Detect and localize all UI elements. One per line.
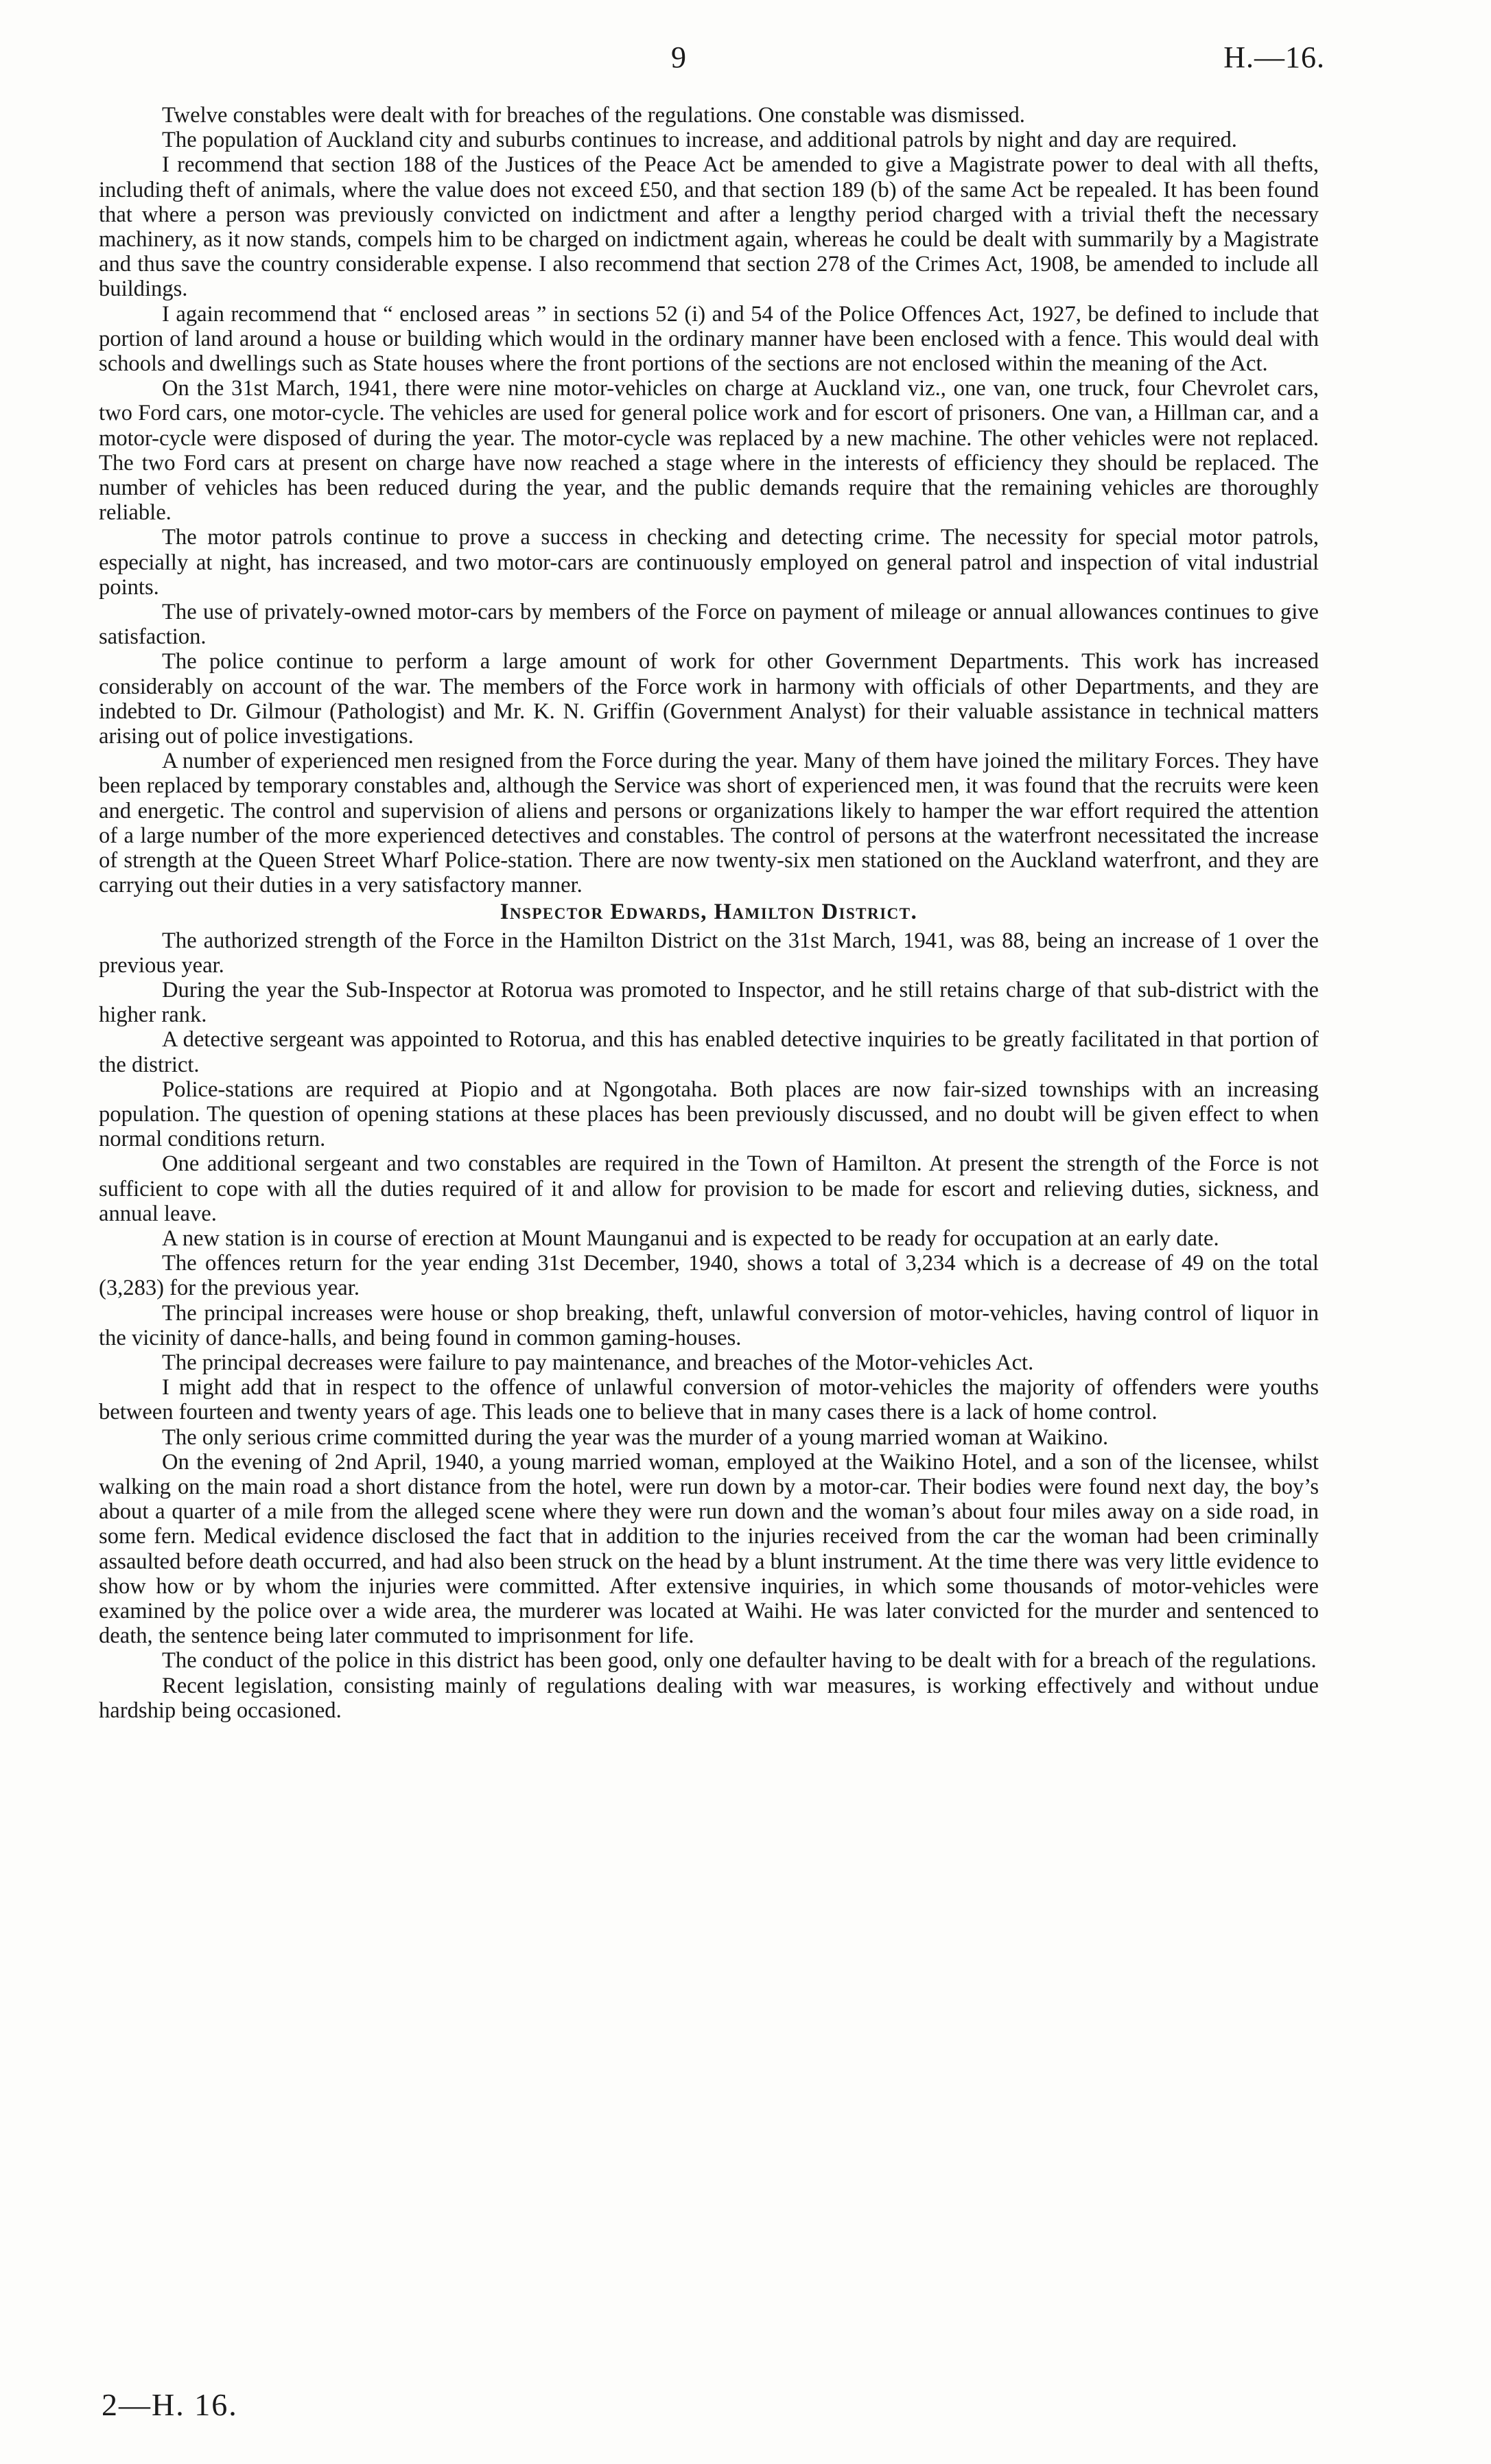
paragraph: On the 31st March, 1941, there were nine motor-vehicles on charge at Auckland viz., one van, one truck, four Chevrolet cars, two Ford cars, one motor-cycle. The vehicles are used for general police work and for escort of prisoners. One van, a Hillman car, and a motor-cycle were disposed of during the year. The motor-cycle was replaced by a new machine. The other vehicles were not replaced. The two Ford cars at present on charge have now reached a stage where in the interests of efficiency they should be replaced. The number of vehicles has been reduced during the year, and the public demands require that the remaining vehicles are thoroughly reliable. — [99, 376, 1319, 526]
paragraph: A detective sergeant was appointed to Rotorua, and this has enabled detective inquiries to be greatly facilitated in that portion of the district. — [99, 1027, 1319, 1077]
paragraph: A number of experienced men resigned from the Force during the year. Many of them have joined the military Forces. They have been replaced by temporary constables and, although the Service was short of experienced men, it was found that the recruits were keen and energetic. The control and supervision of aliens and persons or organizations likely to hamper the war effort required the attention of a large number of the more experienced detectives and constables. The control of persons at the waterfront necessitated the increase of strength at the Queen Street Wharf Police-station. There are now twenty-six men stationed on the Auckland waterfront, and they are carrying out their duties in a very satisfactory manner. — [99, 749, 1319, 898]
document-body — [99, 103, 1319, 1723]
paragraph: The authorized strength of the Force in the Hamilton District on the 31st March, 1941, was 88, being an increase of 1 over the previous year. — [99, 928, 1319, 978]
paragraph: The offences return for the year ending 31st December, 1940, shows a total of 3,234 which is a decrease of 49 on the total (3,283) for the previous year. — [99, 1251, 1319, 1301]
footer-signature: 2—H. 16. — [102, 2387, 238, 2422]
paragraph: The conduct of the police in this district has been good, only one defaulter having to be dealt with for a breach of the regulations. — [162, 1648, 1317, 1674]
page-header — [0, 40, 1491, 88]
paragraph: I recommend that section 188 of the Justices of the Peace Act be amended to give a Magistrate power to deal with all thefts, including theft of animals, where the value does not exceed £50, and that section 189 (b) of the same Act be repealed. It has been found that where a person was previously convicted on indictment and after a lengthy period charged with a trivial theft the necessary machinery, as it now stands, compels him to be charged on indictment again, whereas he could be dealt with summarily by a Magistrate and thus save the country considerable expense. I also recommend that section 278 of the Crimes Act, 1908, be amended to include all buildings. — [99, 152, 1319, 302]
paragraph: Police-stations are required at Piopio and at Ngongotaha. Both places are now fair-sized townships with an increasing population. The question of opening stations at these places has been previously discussed, and no doubt will be given effect to when normal conditions return. — [99, 1077, 1319, 1152]
paragraph: The population of Auckland city and suburbs continues to increase, and additional patrols by night and day are required. — [162, 128, 1237, 153]
paragraph: The motor patrols continue to prove a success in checking and detecting crime. The necessity for special motor patrols, especially at night, has increased, and two motor-cars are continuously employed on general patrol and inspection of vital industrial points. — [99, 525, 1319, 600]
report-code: H.—16. — [1223, 40, 1325, 74]
paragraph: During the year the Sub-Inspector at Rotorua was promoted to Inspector, and he still retains charge of that sub-district with the higher rank. — [99, 977, 1319, 1028]
paragraph: I might add that in respect to the offence of unlawful conversion of motor-vehicles the majority of offenders were youths between fourteen and twenty years of age. This leads one to believe that in many cases there is a lack of home control. — [99, 1375, 1319, 1425]
paragraph: I again recommend that “ enclosed areas ” in sections 52 (i) and 54 of the Police Offences Act, 1927, be defined to include that portion of land around a house or building which would in the ordinary manner have been enclosed with a fence. This would deal with schools and dwellings such as State houses where the front portions of the sections are not enclosed within the meaning of the Act. — [99, 301, 1319, 377]
paragraph: The principal increases were house or shop breaking, theft, unlawful conversion of motor-vehicles, having control of liquor in the vicinity of dance-halls, and being found in common gaming-houses. — [99, 1300, 1319, 1350]
paragraph: The only serious crime committed during the year was the murder of a young married woman at Waikino. — [162, 1424, 1109, 1450]
page-number: 9 — [671, 40, 686, 74]
paragraph: On the evening of 2nd April, 1940, a young married woman, employed at the Waikino Hotel, and a son of the licensee, whilst walking on the main road a short distance from the hotel, were run down by a motor-car. Their bodies were found next day, the boy’s about a quarter of a mile from the alleged scene where they were run down and the woman’s about four miles away on a side road, in some fern. Medical evidence disclosed the fact that in addition to the injuries received from the car the woman had been criminally assaulted before death occurred, and had also been struck on the head by a blunt instrument. At the time there was very little evidence to show how or by whom the injuries were committed. After extensive inquiries, in which some thousands of motor-vehicles were examined by the police over a wide area, the murderer was located at Waihi. He was later convicted for the murder and sentenced to death, the sentence being later commuted to imprisonment for life. — [99, 1449, 1319, 1649]
paragraph: Recent legislation, consisting mainly of regulations dealing with war measures, is working effectively and without undue hardship being occasioned. — [99, 1673, 1319, 1723]
paragraph: The principal decreases were failure to pay maintenance, and breaches of the Motor-vehicles Act. — [162, 1350, 1034, 1375]
paragraph: The use of privately-owned motor-cars by members of the Force on payment of mileage or annual allowances continues to give satisfaction. — [99, 600, 1319, 650]
paragraph: A new station is in course of erection at Mount Maunganui and is expected to be ready for occupation at an early date. — [162, 1225, 1219, 1251]
section-heading: Inspector Edwards, Hamilton District. — [500, 899, 918, 924]
paragraph: One additional sergeant and two constables are required in the Town of Hamilton. At present the strength of the Force is not sufficient to cope with all the duties required of it and allow for provision to be made for escort and relieving duties, sickness, and annual leave. — [99, 1151, 1319, 1226]
paragraph: The police continue to perform a large amount of work for other Government Departments. This work has increased considerably on account of the war. The members of the Force work in harmony with officials of other Departments, and they are indebted to Dr. Gilmour (Pathologist) and Mr. K. N. Griffin (Government Analyst) for their valuable assistance in technical matters arising out of police investigations. — [99, 649, 1319, 749]
paragraph: Twelve constables were dealt with for breaches of the regulations. One constable was dismissed. — [162, 103, 1025, 128]
